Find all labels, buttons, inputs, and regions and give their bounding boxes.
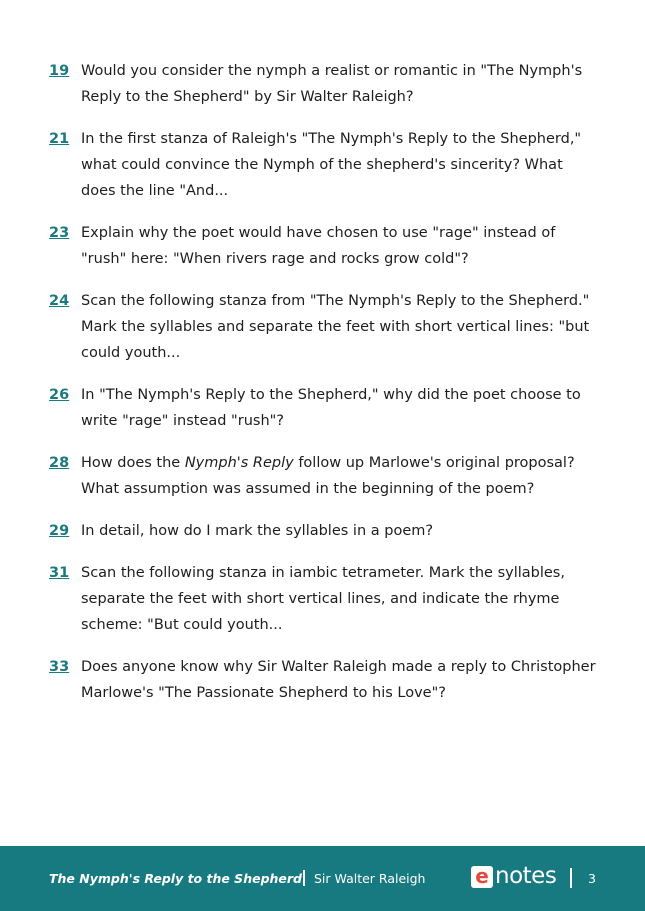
question-text: In "The Nymph's Reply to the Shepherd," why did the poet choose to write "rage" instead "rush"? bbox=[81, 387, 581, 429]
footer-author: Sir Walter Raleigh bbox=[314, 871, 426, 886]
question-text-start: How does the bbox=[81, 455, 185, 471]
question-number-link[interactable]: 29 bbox=[49, 523, 70, 539]
question-item bbox=[0, 58, 645, 110]
footer-divider bbox=[570, 868, 572, 888]
enotes-logo-word: notes bbox=[495, 863, 557, 889]
footer-divider bbox=[303, 870, 305, 886]
question-item bbox=[0, 560, 645, 638]
question-item bbox=[0, 654, 645, 706]
question-text: Scan the following stanza in iambic tetrameter. Mark the syllables, separate the feet with short vertical lines, and indicate the rhyme scheme: "But could youth... bbox=[81, 565, 565, 633]
question-item bbox=[0, 518, 645, 544]
question-item bbox=[0, 220, 645, 272]
question-number-link[interactable]: 31 bbox=[49, 565, 70, 581]
page-number: 3 bbox=[588, 871, 596, 886]
question-text bbox=[81, 450, 596, 502]
question-text: In the first stanza of Raleigh's "The Nymph's Reply to the Shepherd," what could convince the Nymph of the shepherd's sincerity? What does the line "And... bbox=[81, 131, 582, 199]
work-title-italic: Nymph's Reply bbox=[184, 455, 294, 471]
question-text: Does anyone know why Sir Walter Raleigh made a reply to Christopher Marlowe's "The Passionate Shepherd to his Love"? bbox=[81, 659, 596, 701]
question-text: Scan the following stanza from "The Nymph's Reply to the Shepherd." Mark the syllables and separate the feet with short vertical lines: "but could youth... bbox=[81, 293, 590, 361]
question-text-end: follow up Marlowe's original proposal? What assumption was assumed in the beginning of the poem? bbox=[81, 455, 575, 497]
question-number-link[interactable]: 28 bbox=[49, 455, 70, 471]
question-number-link[interactable]: 26 bbox=[49, 387, 70, 403]
question-text: Explain why the poet would have chosen to use "rage" instead of "rush" here: "When rivers rage and rocks grow cold"? bbox=[81, 225, 556, 267]
question-item bbox=[0, 126, 645, 204]
question-item bbox=[0, 288, 645, 366]
question-item bbox=[0, 450, 645, 502]
question-text: In detail, how do I mark the syllables in a poem? bbox=[81, 523, 434, 539]
question-number-link[interactable]: 33 bbox=[49, 659, 70, 675]
enotes-logo-e: e bbox=[471, 866, 493, 888]
question-list bbox=[0, 58, 645, 722]
question-number-link[interactable]: 19 bbox=[49, 63, 70, 79]
question-number-link[interactable]: 23 bbox=[49, 225, 70, 241]
question-text: Would you consider the nymph a realist or romantic in "The Nymph's Reply to the Shepherd" by Sir Walter Raleigh? bbox=[81, 63, 583, 105]
question-item bbox=[0, 382, 645, 434]
footer-work-title: The Nymph's Reply to the Shepherd bbox=[49, 871, 303, 886]
question-number-link[interactable]: 24 bbox=[49, 293, 70, 309]
question-number-link[interactable]: 21 bbox=[49, 131, 70, 147]
page-footer bbox=[0, 846, 645, 911]
